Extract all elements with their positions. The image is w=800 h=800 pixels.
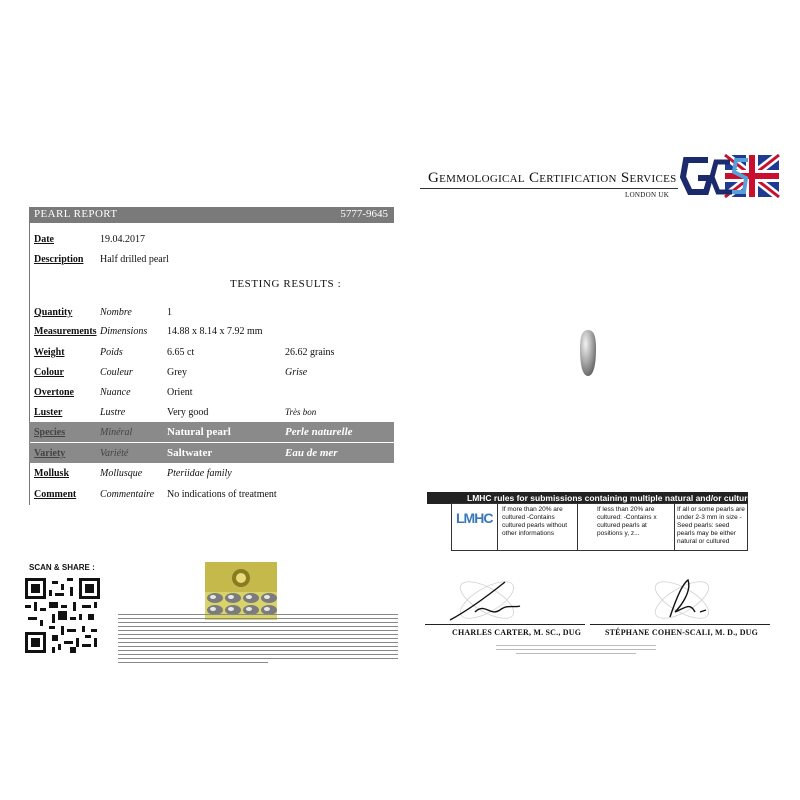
company-name-text: Gemmological Certification Services <box>428 170 677 186</box>
row-value: Very good <box>167 407 209 418</box>
row-value-fr: Grise <box>285 367 308 378</box>
signer-right-name: STÉPHANE COHEN-SCALI, M. D., DUG <box>605 628 759 637</box>
row-key: Variety <box>34 448 66 459</box>
row-fr: Poids <box>100 347 123 358</box>
row-key: Species <box>34 427 66 438</box>
report-header-band <box>29 207 394 223</box>
row-value-fr: Eau de mer <box>285 447 338 459</box>
description-value: Half drilled pearl <box>100 254 169 265</box>
lmhc-logo-text: LMHC <box>456 510 493 526</box>
row-value: Natural pearl <box>167 426 231 438</box>
lmhc-col-2: If less than 20% are cultured: -Contains x cultured pearls at positions y, z... <box>597 506 657 537</box>
row-key: Colour <box>34 367 64 378</box>
row-key: Luster <box>34 407 63 418</box>
signature-left <box>445 572 530 627</box>
row-value-fr: Perle naturelle <box>285 426 353 438</box>
lmhc-heading: LMHC rules for submissions containing multiple natural and/or cultured pearls <box>427 492 748 504</box>
row-fr: Commentaire <box>100 489 155 500</box>
row-fr: Dimensions <box>100 326 148 337</box>
date-label: Date <box>34 234 54 245</box>
signature-line-right <box>590 624 770 625</box>
row-key: Overtone <box>34 387 74 398</box>
header-rule <box>420 188 678 189</box>
fine-print-lines <box>496 642 656 656</box>
description-label: Description <box>34 254 84 265</box>
row-fr: Couleur <box>100 367 133 378</box>
row-key: Quantity <box>34 307 73 318</box>
qr-code-icon[interactable] <box>25 578 100 653</box>
row-key: Weight <box>34 347 65 358</box>
date-value: 19.04.2017 <box>100 234 145 245</box>
lmhc-divider <box>577 504 578 550</box>
row-value: Pteriidae family <box>167 468 232 479</box>
row-value-fr: 26.62 grains <box>285 347 335 358</box>
signature-right <box>640 572 725 627</box>
row-fr: Variété <box>100 448 129 459</box>
row-fr: Nuance <box>100 387 131 398</box>
lmhc-col-3: If all or some pearls are under 2-3 mm in size -Seed pearls: seed pearls may be either natural or cultured <box>677 506 745 545</box>
lmhc-rules-box <box>451 503 748 551</box>
pearl-image <box>577 329 599 377</box>
row-fr: Lustre <box>100 407 126 418</box>
row-value: Orient <box>167 387 193 398</box>
company-location: LONDON UK <box>625 191 670 199</box>
disclaimer-fine-print <box>118 611 398 677</box>
row-key: Mollusk <box>34 468 70 479</box>
row-value: Grey <box>167 367 187 378</box>
row-fr: Nombre <box>100 307 132 318</box>
row-key: Comment <box>34 489 77 500</box>
lmhc-col-1: If more than 20% are cultured -Contains cultured pearls without other informations <box>502 506 568 537</box>
row-value-fr: Très bon <box>285 407 317 417</box>
row-fr: Mollusque <box>100 468 143 479</box>
report-title: PEARL REPORT <box>34 208 118 220</box>
row-value: 1 <box>167 307 172 318</box>
lmhc-divider <box>674 504 675 550</box>
lmhc-divider <box>497 504 498 550</box>
scan-share-label: SCAN & SHARE : <box>29 563 95 572</box>
testing-heading: TESTING RESULTS : <box>230 278 342 290</box>
row-key: Measurements <box>34 326 97 337</box>
lmhc-logo <box>456 510 494 540</box>
signature-line-left <box>425 624 585 625</box>
company-name <box>428 170 677 187</box>
row-value: 6.65 ct <box>167 347 195 358</box>
row-value: No indications of treatment <box>167 489 277 500</box>
row-value: Saltwater <box>167 447 213 459</box>
row-value: 14.88 x 8.14 x 7.92 mm <box>167 326 263 337</box>
report-number: 5777-9645 <box>340 208 388 220</box>
gcs-logo <box>680 152 780 202</box>
row-fr: Minéral <box>100 427 133 438</box>
signer-left-name: CHARLES CARTER, M. SC., DUG <box>452 628 582 637</box>
